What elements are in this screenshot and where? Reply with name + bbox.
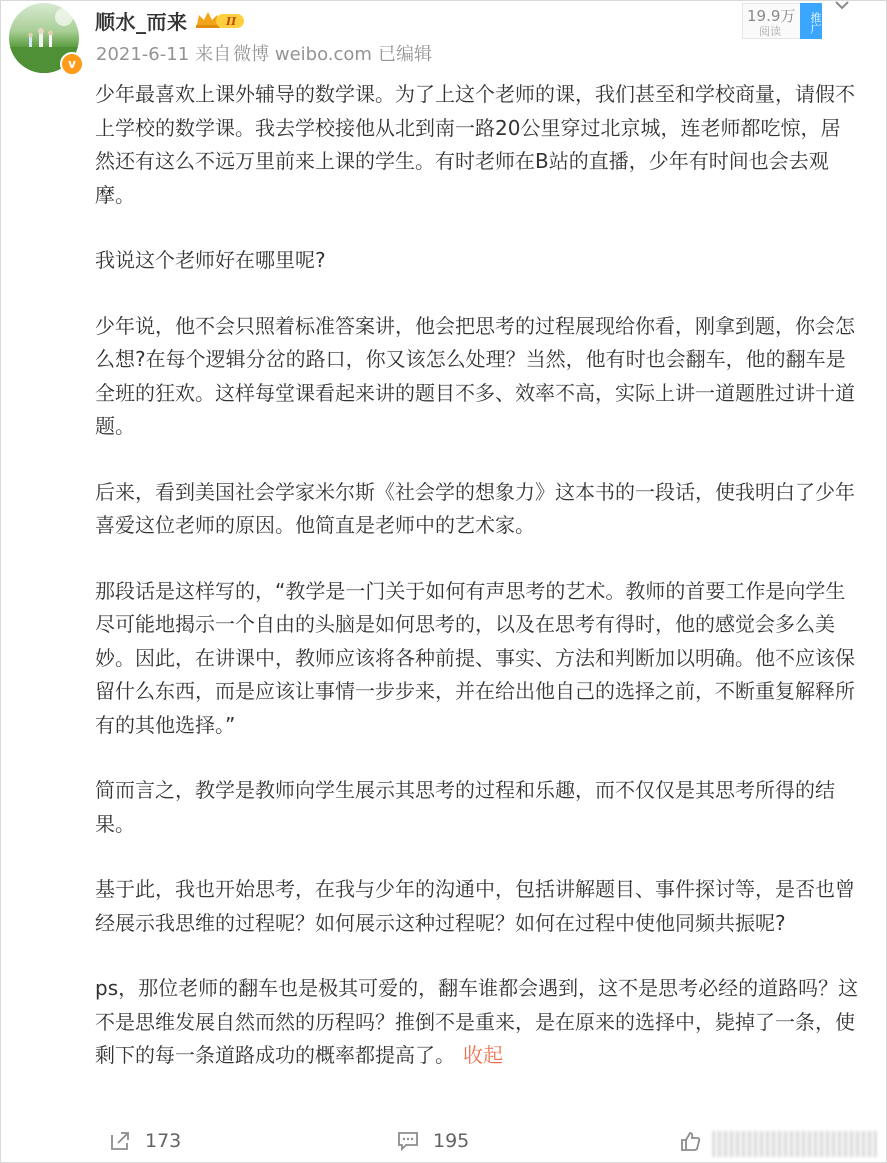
paragraph-text: ps，那位老师的翻车也是极其可爱的，翻车谁都会遇到，这不是思考必经的道路吗？这不是思维发展自然而然的历程吗？推倒不是重来，是在原来的选择中，毙掉了一条，使剩下的每一条道路成功的概率都提高了。: [95, 976, 859, 1067]
like-icon: [680, 1130, 702, 1152]
source-prefix: 来自: [195, 44, 232, 65]
like-button[interactable]: [680, 1130, 702, 1152]
comment-count: 195: [433, 1130, 470, 1152]
post-meta: [96, 40, 438, 66]
comment-icon: [397, 1131, 419, 1151]
repost-button[interactable]: [109, 1130, 181, 1152]
vip-level-text: II: [226, 15, 237, 28]
paragraph: 基于此，我也开始思考，在我与少年的沟通中，包括讲解题目、事件探讨等，是否也曾经展示我思维的过程呢？如何展示这种过程呢？如何在过程中使他同频共振呢?: [95, 877, 855, 935]
paragraph: 少年说，他不会只照着标准答案讲，他会把思考的过程展现给你看，刚拿到题，你会怎么想?在每个逻辑分岔的路口，你又该怎么处理？当然，他有时也会翻车，他的翻车是全班的狂欢。这样每堂课看起来讲的题目不多、效率不高，实际上讲一道题胜过讲十道题。: [95, 313, 855, 438]
verified-icon: v: [60, 52, 84, 76]
post-date[interactable]: 2021-6-11: [96, 44, 190, 65]
chevron-down-icon[interactable]: [834, 0, 850, 12]
paragraph: 少年最喜欢上课外辅导的数学课。为了上这个老师的课，我们甚至和学校商量，请假不上学校的数学课。我去学校接他从北到南一路20公里穿过北京城，连老师都吃惊，居然还有这么不远万里前来上课的学生。有时老师在B站的直播，少年有时间也会去观摩。: [95, 82, 855, 207]
paragraph: 简而言之，教学是教师向学生展示其思考的过程和乐趣，而不仅仅是其思考所得的结果。: [95, 778, 835, 836]
paragraph: 后来，看到美国社会学家米尔斯《社会学的想象力》这本书的一段话，使我明白了少年喜爱这位老师的原因。他简直是老师中的艺术家。: [95, 479, 855, 537]
edited-label[interactable]: 已编辑: [377, 44, 432, 65]
read-label: 阅读: [759, 25, 781, 38]
paragraph: 那段话是这样写的，“教学是一门关于如何有声思考的艺术。教师的首要工作是向学生尽可能地揭示一个自由的头脑是如何思考的，以及在思考有得时，他的感觉会多么美妙。因此，在讲课中，教师应该将各种前提、事实、方法和判断加以明确。他不应该保留什么东西，而是应该让事情一步步来，并在给出他自己的选择之前，不断重复解释所有的其他选择。”: [95, 578, 855, 737]
collapse-link[interactable]: 收起: [463, 1043, 503, 1067]
repost-count: 173: [145, 1130, 182, 1152]
comment-button[interactable]: [397, 1130, 469, 1152]
author-name[interactable]: 顺水_而来: [95, 10, 188, 34]
ad-tag: 推广: [800, 3, 822, 39]
paragraph: 我说这个老师好在哪里呢?: [95, 248, 326, 272]
post-source: 微博 weibo.com: [233, 44, 372, 65]
paragraph-last: [95, 972, 860, 1073]
vip-crown-icon[interactable]: [194, 9, 246, 31]
like-count-obscured: [712, 1131, 877, 1157]
repost-icon: [109, 1131, 131, 1151]
read-count: 19.9万: [747, 7, 796, 25]
post-content: [95, 78, 860, 1105]
